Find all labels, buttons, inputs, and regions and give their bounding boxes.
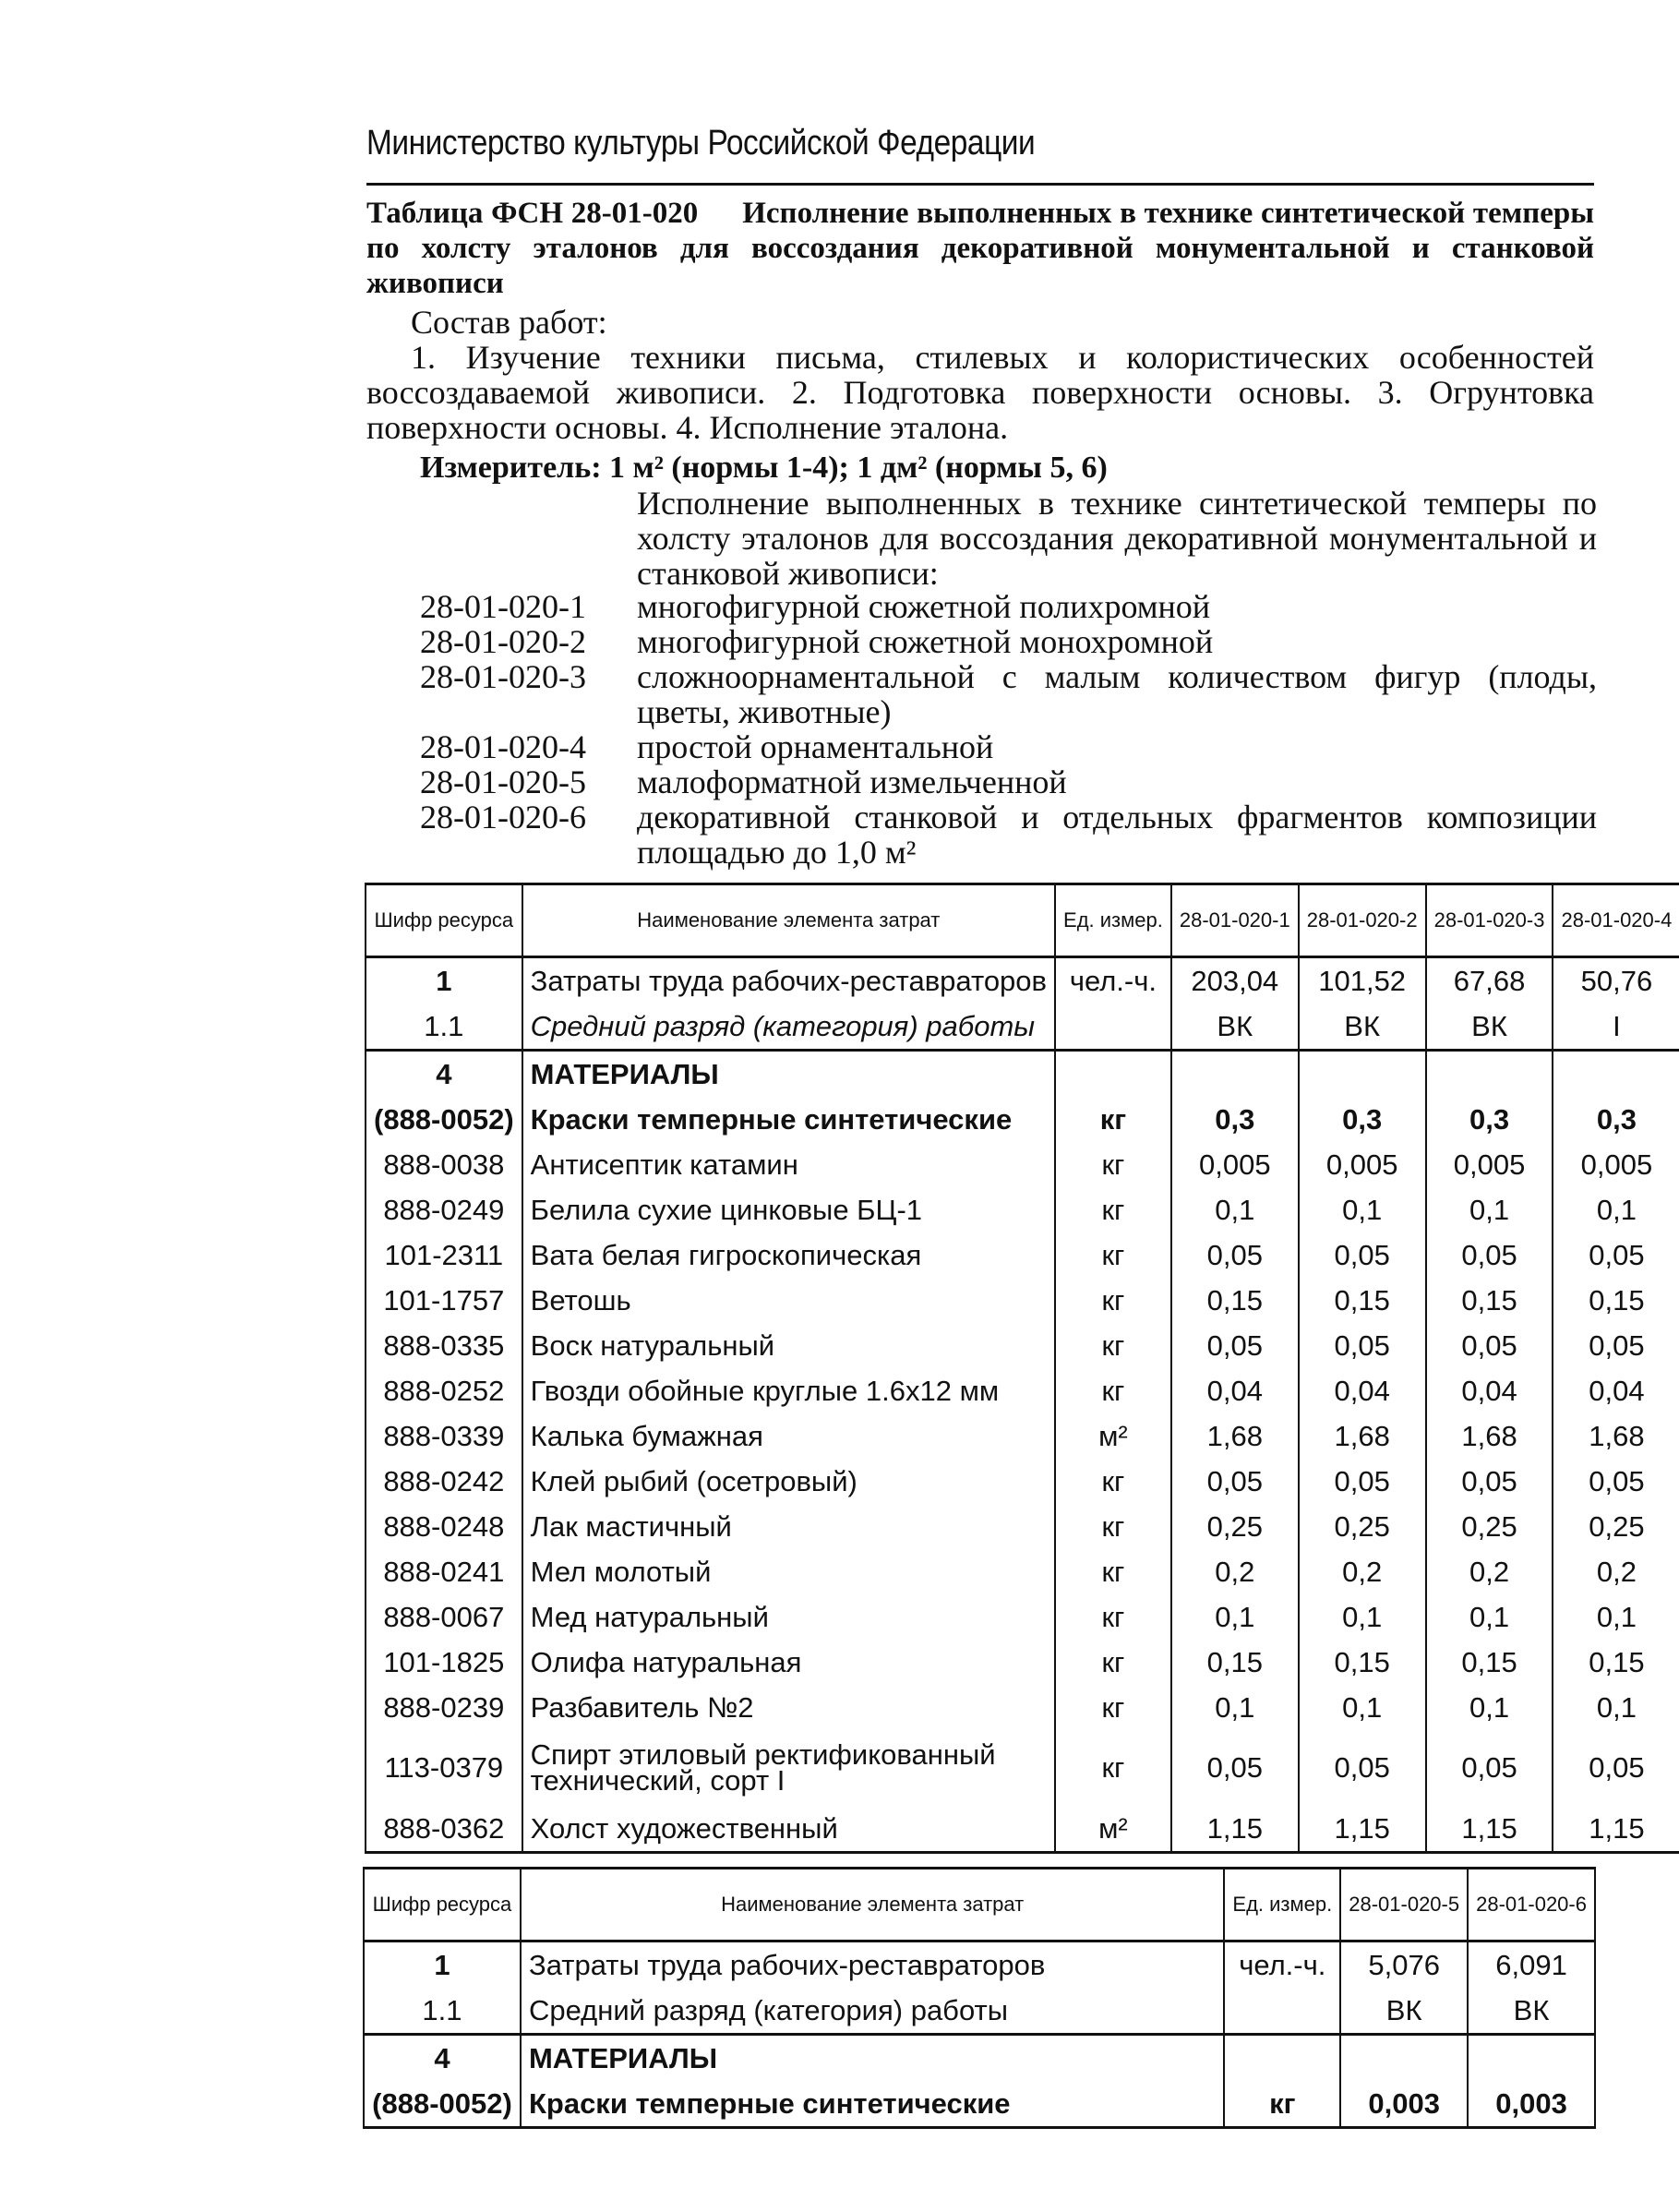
row-value: 1,15 — [1171, 1806, 1299, 1853]
row-code: (888-0052) — [364, 2081, 521, 2128]
row-name: Спирт этиловый ректификованный технический, сорт I — [522, 1730, 1055, 1806]
row-code: 1.1 — [366, 1004, 522, 1051]
norm-code: 28-01-020-4 — [420, 728, 586, 765]
row-value: I — [1553, 1004, 1679, 1051]
row-value: 0,05 — [1426, 1323, 1553, 1368]
row-name: Клей рыбий (осетровый) — [522, 1459, 1055, 1504]
table-number: Таблица ФСН 28-01-020 — [366, 197, 699, 230]
row-code: 888-0242 — [366, 1459, 522, 1504]
row-code: 888-0249 — [366, 1187, 522, 1232]
row-code: 1 — [366, 957, 522, 1004]
row-unit: кг — [1055, 1142, 1171, 1187]
row-unit: кг — [1055, 1323, 1171, 1368]
row-value: 0,05 — [1299, 1459, 1426, 1504]
row-value: 0,2 — [1553, 1549, 1679, 1594]
table-row — [366, 1187, 1679, 1232]
norm-code-row — [420, 624, 1597, 659]
row-value: 0,005 — [1171, 1142, 1299, 1187]
row-value: 0,3 — [1299, 1097, 1426, 1142]
row-value: 0,05 — [1171, 1232, 1299, 1278]
row-name: Олифа натуральная — [522, 1640, 1055, 1685]
row-value: 0,25 — [1426, 1504, 1553, 1549]
row-code: 888-0241 — [366, 1549, 522, 1594]
header-norm-column: 28-01-020-3 — [1426, 884, 1553, 957]
row-unit: кг — [1055, 1504, 1171, 1549]
norm-code-desc: многофигурной сюжетной полихромной — [637, 588, 1211, 625]
norm-code: 28-01-020-1 — [420, 588, 586, 625]
row-value: 0,25 — [1299, 1504, 1426, 1549]
row-unit: кг — [1055, 1640, 1171, 1685]
row-value: 0,1 — [1299, 1187, 1426, 1232]
row-value: 1,15 — [1299, 1806, 1426, 1853]
row-value — [1340, 2035, 1468, 2082]
row-code: 4 — [366, 1051, 522, 1098]
row-unit: кг — [1224, 2081, 1340, 2128]
row-value: 0,25 — [1171, 1504, 1299, 1549]
table-row — [366, 1594, 1679, 1640]
row-code: 101-2311 — [366, 1232, 522, 1278]
row-value: 1,68 — [1299, 1413, 1426, 1459]
table-row — [366, 1730, 1679, 1806]
row-name: МАТЕРИАЛЫ — [522, 1051, 1055, 1098]
row-value: 0,05 — [1171, 1459, 1299, 1504]
row-code: 888-0067 — [366, 1594, 522, 1640]
header-resource-code: Шифр ресурса — [366, 884, 522, 957]
row-value: 0,1 — [1171, 1594, 1299, 1640]
meter: Измеритель: 1 м² (нормы 1-4); 1 дм² (нормы 5, 6) — [420, 451, 1108, 485]
row-value: 0,1 — [1553, 1594, 1679, 1640]
row-value: ВК — [1468, 1988, 1595, 2035]
row-unit: кг — [1055, 1232, 1171, 1278]
row-value: 1,68 — [1553, 1413, 1679, 1459]
table-row — [366, 1640, 1679, 1685]
row-unit — [1055, 1004, 1171, 1051]
row-name: Воск натуральный — [522, 1323, 1055, 1368]
row-unit: кг — [1055, 1730, 1171, 1806]
row-name: Лак мастичный — [522, 1504, 1055, 1549]
row-code: 101-1757 — [366, 1278, 522, 1323]
row-value: 0,15 — [1426, 1278, 1553, 1323]
row-unit: кг — [1055, 1459, 1171, 1504]
row-value: 1,15 — [1426, 1806, 1553, 1853]
header-norm-column: 28-01-020-6 — [1468, 1869, 1595, 1942]
row-value: 0,05 — [1553, 1730, 1679, 1806]
header-norm-column: 28-01-020-4 — [1553, 884, 1679, 957]
row-unit: чел.-ч. — [1055, 957, 1171, 1004]
row-value: 0,15 — [1171, 1278, 1299, 1323]
row-value: 0,15 — [1426, 1640, 1553, 1685]
header-rule — [366, 183, 1594, 186]
row-name: Краски темперные синтетические — [521, 2081, 1224, 2128]
table-row — [366, 1549, 1679, 1594]
row-value: 0,3 — [1426, 1097, 1553, 1142]
row-value: 5,076 — [1340, 1942, 1468, 1989]
row-value: 0,15 — [1553, 1278, 1679, 1323]
row-value: 0,003 — [1468, 2081, 1595, 2128]
norm-code-row — [420, 764, 1597, 799]
row-value: 50,76 — [1553, 957, 1679, 1004]
table-row — [366, 1685, 1679, 1730]
row-code: 1.1 — [364, 1988, 521, 2035]
row-value: 0,15 — [1171, 1640, 1299, 1685]
table-row — [364, 1942, 1595, 1989]
row-name: Белила сухие цинковые БЦ-1 — [522, 1187, 1055, 1232]
row-value: 203,04 — [1171, 957, 1299, 1004]
row-value: 0,05 — [1553, 1459, 1679, 1504]
row-name: Средний разряд (категория) работы — [522, 1004, 1055, 1051]
row-value: 0,15 — [1553, 1640, 1679, 1685]
row-value: ВК — [1426, 1004, 1553, 1051]
norm-code-row — [420, 729, 1597, 764]
row-value: 1,68 — [1171, 1413, 1299, 1459]
row-name: Затраты труда рабочих-реставраторов — [521, 1942, 1224, 1989]
row-code: 4 — [364, 2035, 521, 2082]
header-norm-column: 28-01-020-2 — [1299, 884, 1426, 957]
row-name: Калька бумажная — [522, 1413, 1055, 1459]
norm-code-desc: декоративной станковой и отдельных фрагментов композиции площадью до 1,0 м² — [637, 799, 1597, 871]
row-value: 0,2 — [1171, 1549, 1299, 1594]
row-code: 888-0362 — [366, 1806, 522, 1853]
row-value: ВК — [1299, 1004, 1426, 1051]
row-value: 0,04 — [1171, 1368, 1299, 1413]
row-value: ВК — [1340, 1988, 1468, 2035]
table-header-row — [364, 1869, 1595, 1942]
row-unit: кг — [1055, 1594, 1171, 1640]
row-code: 888-0239 — [366, 1685, 522, 1730]
row-name: Затраты труда рабочих-реставраторов — [522, 957, 1055, 1004]
row-value: 0,003 — [1340, 2081, 1468, 2128]
row-value: 0,005 — [1553, 1142, 1679, 1187]
norm-code: 28-01-020-2 — [420, 623, 586, 660]
table-row — [366, 1413, 1679, 1459]
row-unit: чел.-ч. — [1224, 1942, 1340, 1989]
row-code: 113-0379 — [366, 1730, 522, 1806]
row-value: 0,2 — [1426, 1549, 1553, 1594]
row-value: 0,05 — [1171, 1323, 1299, 1368]
row-code: 888-0339 — [366, 1413, 522, 1459]
row-value — [1426, 1051, 1553, 1098]
row-name: Мел молотый — [522, 1549, 1055, 1594]
row-code: 888-0335 — [366, 1323, 522, 1368]
norm-code: 28-01-020-5 — [420, 763, 586, 800]
ministry-header: Министерство культуры Российской Федерации — [366, 124, 1036, 162]
row-value: 0,04 — [1299, 1368, 1426, 1413]
table-row — [364, 2081, 1595, 2128]
row-unit — [1055, 1051, 1171, 1098]
row-value: 101,52 — [1299, 957, 1426, 1004]
header-cost-element: Наименование элемента затрат — [521, 1869, 1224, 1942]
row-value: 0,1 — [1553, 1685, 1679, 1730]
table-row — [364, 2035, 1595, 2082]
row-value: 0,05 — [1553, 1323, 1679, 1368]
table-row — [366, 1142, 1679, 1187]
row-unit: кг — [1055, 1549, 1171, 1594]
row-name: МАТЕРИАЛЫ — [521, 2035, 1224, 2082]
header-resource-code: Шифр ресурса — [364, 1869, 521, 1942]
norm-code-row — [420, 589, 1597, 624]
row-value: 0,05 — [1553, 1232, 1679, 1278]
row-value: 1,15 — [1553, 1806, 1679, 1853]
row-value: 0,05 — [1426, 1459, 1553, 1504]
work-composition — [366, 305, 1594, 445]
norm-table-1 — [365, 883, 1679, 1854]
row-value: 0,1 — [1553, 1187, 1679, 1232]
header-unit: Ед. измер. — [1055, 884, 1171, 957]
row-value: 0,05 — [1299, 1730, 1426, 1806]
row-name: Холст художественный — [522, 1806, 1055, 1853]
norm-code-row — [420, 659, 1597, 729]
row-unit: м² — [1055, 1806, 1171, 1853]
table-row — [366, 1278, 1679, 1323]
row-value: 0,04 — [1426, 1368, 1553, 1413]
row-name: Антисептик катамин — [522, 1142, 1055, 1187]
header-cost-element: Наименование элемента затрат — [522, 884, 1055, 957]
row-value: 0,3 — [1171, 1097, 1299, 1142]
table-row — [366, 1323, 1679, 1368]
row-code: 888-0038 — [366, 1142, 522, 1187]
row-value: 0,05 — [1171, 1730, 1299, 1806]
table-row — [366, 1051, 1679, 1098]
composition-text: 1. Изучение техники письма, стилевых и колористических особенностей воссоздаваемой живописи. 2. Подготовка поверхности основы. 3. Огрунтовка поверхности основы. 4. Исполнение эталона. — [366, 339, 1594, 446]
row-value: 0,1 — [1426, 1187, 1553, 1232]
row-code: 1 — [364, 1942, 521, 1989]
row-unit: кг — [1055, 1278, 1171, 1323]
table-row — [366, 1232, 1679, 1278]
row-value: 0,1 — [1171, 1187, 1299, 1232]
row-value: 0,1 — [1299, 1594, 1426, 1640]
row-value: 0,2 — [1299, 1549, 1426, 1594]
row-value: 6,091 — [1468, 1942, 1595, 1989]
row-value: 0,1 — [1299, 1685, 1426, 1730]
row-value: 0,005 — [1299, 1142, 1426, 1187]
table-title — [366, 196, 1594, 301]
work-description: Исполнение выполненных в технике синтетической темперы по холсту эталонов для воссоздания декоративной монументальной и станковой живописи: — [637, 485, 1597, 592]
norm-code-desc: малоформатной измельченной — [637, 763, 1067, 800]
norm-code-desc: многофигурной сюжетной монохромной — [637, 623, 1214, 660]
row-value — [1553, 1051, 1679, 1098]
row-name: Разбавитель №2 — [522, 1685, 1055, 1730]
row-value: 0,25 — [1553, 1504, 1679, 1549]
row-code: (888-0052) — [366, 1097, 522, 1142]
row-unit: кг — [1055, 1368, 1171, 1413]
table-row — [366, 957, 1679, 1004]
norm-code-desc: простой орнаментальной — [637, 728, 994, 765]
row-unit: кг — [1055, 1097, 1171, 1142]
row-value — [1171, 1051, 1299, 1098]
row-name: Мед натуральный — [522, 1594, 1055, 1640]
row-value — [1468, 2035, 1595, 2082]
norm-code-row — [420, 799, 1597, 870]
row-name: Гвозди обойные круглые 1.6х12 мм — [522, 1368, 1055, 1413]
header-unit: Ед. измер. — [1224, 1869, 1340, 1942]
row-unit — [1224, 1988, 1340, 2035]
row-value: ВК — [1171, 1004, 1299, 1051]
norm-code-desc: сложноорнаментальной с малым количеством фигур (плоды, цветы, животные) — [637, 658, 1597, 730]
row-value: 0,15 — [1299, 1278, 1426, 1323]
row-unit: м² — [1055, 1413, 1171, 1459]
row-value: 0,05 — [1299, 1323, 1426, 1368]
table-row — [366, 1459, 1679, 1504]
norm-codes-list — [420, 589, 1597, 870]
row-value: 0,15 — [1299, 1640, 1426, 1685]
row-value: 0,3 — [1553, 1097, 1679, 1142]
row-code: 101-1825 — [366, 1640, 522, 1685]
row-value: 0,1 — [1171, 1685, 1299, 1730]
row-name: Краски темперные синтетические — [522, 1097, 1055, 1142]
row-value: 0,1 — [1426, 1685, 1553, 1730]
row-value: 0,05 — [1426, 1730, 1553, 1806]
row-value: 0,1 — [1426, 1594, 1553, 1640]
row-value — [1299, 1051, 1426, 1098]
table-row — [364, 1988, 1595, 2035]
row-value: 0,05 — [1426, 1232, 1553, 1278]
table-title-text: Исполнение выполненных в технике синтетической темперы по холсту эталонов для воссоздания декоративной монументальной и станковой живописи — [366, 197, 1595, 300]
row-unit — [1224, 2035, 1340, 2082]
row-code: 888-0252 — [366, 1368, 522, 1413]
row-unit: кг — [1055, 1685, 1171, 1730]
row-value: 0,05 — [1299, 1232, 1426, 1278]
table-header-row — [366, 884, 1679, 957]
table-row — [366, 1806, 1679, 1853]
table-row — [366, 1504, 1679, 1549]
norm-table-2 — [363, 1867, 1596, 2129]
table-row — [366, 1368, 1679, 1413]
row-code: 888-0248 — [366, 1504, 522, 1549]
row-name: Ветошь — [522, 1278, 1055, 1323]
row-value: 0,04 — [1553, 1368, 1679, 1413]
row-name: Средний разряд (категория) работы — [521, 1988, 1224, 2035]
row-unit: кг — [1055, 1187, 1171, 1232]
header-norm-column: 28-01-020-1 — [1171, 884, 1299, 957]
header-norm-column: 28-01-020-5 — [1340, 1869, 1468, 1942]
row-value: 0,005 — [1426, 1142, 1553, 1187]
row-value: 67,68 — [1426, 957, 1553, 1004]
row-value: 1,68 — [1426, 1413, 1553, 1459]
table-row — [366, 1097, 1679, 1142]
row-name: Вата белая гигроскопическая — [522, 1232, 1055, 1278]
composition-heading: Состав работ: — [411, 304, 607, 341]
norm-code: 28-01-020-3 — [420, 658, 586, 695]
table-row — [366, 1004, 1679, 1051]
norm-code: 28-01-020-6 — [420, 799, 586, 836]
